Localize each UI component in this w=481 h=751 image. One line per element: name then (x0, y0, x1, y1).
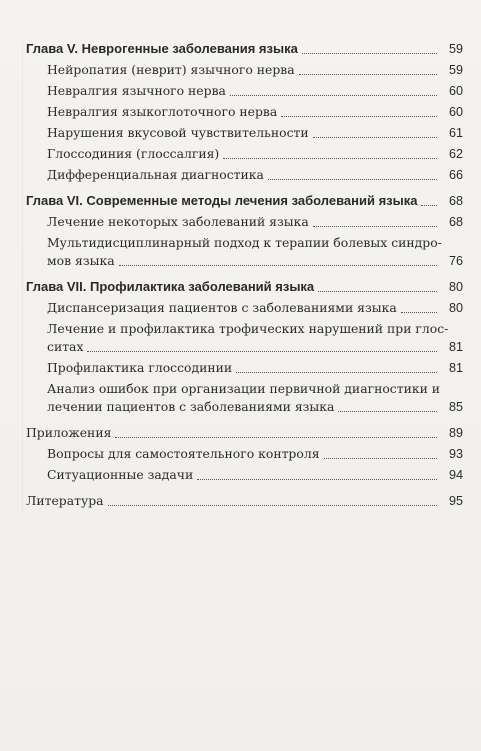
toc-entry-title: Литература (26, 493, 104, 508)
toc-section-entry (26, 234, 463, 270)
dot-leader (421, 205, 437, 206)
toc-chapter-entry (26, 40, 463, 58)
dot-leader (324, 458, 437, 459)
toc-entry-row (47, 445, 463, 463)
toc-page-number: 89 (448, 426, 463, 440)
dot-leader (313, 226, 437, 227)
toc-entry-title: Лечение некоторых заболеваний языка (47, 214, 309, 229)
toc-entry-title: Невралгия языкоглоточного нерва (47, 104, 278, 119)
toc-entry-title: Дифференциальная диагностика (47, 167, 264, 182)
toc-entry-title: Глава V. Неврогенные заболевания языка (26, 41, 298, 56)
toc-entry-title: Профилактика глоссодинии (47, 360, 233, 375)
toc-page-number: 80 (448, 280, 463, 294)
toc-entry-row (47, 466, 463, 484)
dot-leader (302, 53, 437, 54)
toc-entry-row (26, 40, 463, 58)
toc-entry-row (26, 278, 463, 296)
dot-leader (299, 74, 437, 75)
toc-entry-title-line1: Анализ ошибок при организации первичной диагностики и (47, 381, 441, 396)
toc-page-number: 59 (448, 42, 463, 56)
toc-page-number: 81 (448, 340, 463, 354)
dot-leader (197, 479, 437, 480)
toc-page-number: 80 (448, 301, 463, 315)
dot-leader (401, 312, 437, 313)
toc-entry-row (47, 124, 463, 142)
toc-entry-title: Глава VII. Профилактика заболеваний языка (26, 279, 315, 294)
dot-leader (87, 351, 437, 352)
dot-leader (338, 411, 437, 412)
toc-entry-title: Невралгия язычного нерва (47, 83, 226, 98)
toc-page-number: 68 (448, 215, 463, 229)
toc-page-number: 76 (448, 254, 463, 268)
dot-leader (115, 437, 437, 438)
toc-entry-row (47, 166, 463, 184)
toc-section-entry (26, 445, 463, 463)
toc-section-entry (26, 213, 463, 231)
toc-section-entry (26, 166, 463, 184)
dot-leader (230, 95, 437, 96)
toc-section-entry (26, 359, 463, 377)
toc-page-number: 59 (448, 63, 463, 77)
dot-leader (223, 158, 437, 159)
dot-leader (236, 372, 437, 373)
toc-entry-row (26, 424, 463, 442)
toc-entry-title: Нейропатия (неврит) язычного нерва (47, 62, 295, 77)
toc-section-entry (26, 82, 463, 100)
toc-chapter-entry (26, 424, 463, 442)
toc-section-entry (26, 380, 463, 416)
toc-entry-row (47, 299, 463, 317)
dot-leader (313, 137, 437, 138)
toc-entry-title: Глава VI. Современные методы лечения заболеваний языка (26, 193, 418, 208)
dot-leader (318, 291, 437, 292)
toc-page-number: 93 (448, 447, 463, 461)
toc-entry-title: Нарушения вкусовой чувствительности (47, 125, 309, 140)
toc-section-entry (26, 320, 463, 356)
toc-entry-title-line2: лечении пациентов с заболеваниями языка (47, 399, 335, 414)
toc-entry-title-line1: Мультидисциплинарный подход к терапии болевых синдро- (47, 235, 442, 250)
toc-entry-row (26, 192, 463, 210)
toc-entry-row (47, 359, 463, 377)
toc-page-number: 61 (448, 126, 463, 140)
toc-entry-row (47, 252, 463, 270)
dot-leader (108, 505, 437, 506)
table-of-contents (26, 40, 463, 510)
toc-section-entry (26, 466, 463, 484)
toc-entry-title-line2: мов языка (47, 253, 115, 268)
toc-entry-row (26, 492, 463, 510)
toc-page-number: 94 (448, 468, 463, 482)
toc-section-entry (26, 145, 463, 163)
toc-page-number: 66 (448, 168, 463, 182)
dot-leader (281, 116, 437, 117)
toc-entry-row (47, 103, 463, 121)
toc-section-entry (26, 124, 463, 142)
dot-leader (119, 265, 437, 266)
toc-entry-title: Приложения (26, 425, 112, 440)
toc-section-entry (26, 103, 463, 121)
toc-page-number: 62 (448, 147, 463, 161)
toc-chapter-entry (26, 192, 463, 210)
toc-entry-title: Диспансеризация пациентов с заболеваниями языка (47, 300, 397, 315)
toc-page-number: 81 (448, 361, 463, 375)
toc-entry-row (47, 213, 463, 231)
toc-chapter-entry (26, 492, 463, 510)
toc-entry-row (47, 145, 463, 163)
toc-entry-title-line1: Лечение и профилактика трофических нарушений при глос- (47, 321, 449, 336)
toc-entry-row (47, 82, 463, 100)
toc-page-number: 95 (448, 494, 463, 508)
toc-entry-title: Вопросы для самостоятельного контроля (47, 446, 320, 461)
toc-page-number: 60 (448, 105, 463, 119)
dot-leader (268, 179, 437, 180)
toc-entry-row (47, 61, 463, 79)
toc-entry-title: Ситуационные задачи (47, 467, 194, 482)
toc-entry-title: Глоссодиния (глоссалгия) (47, 146, 220, 161)
toc-entry-row (47, 398, 463, 416)
toc-page-number: 60 (448, 84, 463, 98)
toc-page-number: 85 (448, 400, 463, 414)
toc-entry-title-line2: ситах (47, 339, 84, 354)
toc-section-entry (26, 61, 463, 79)
toc-page-number: 68 (448, 194, 463, 208)
toc-section-entry (26, 299, 463, 317)
page-shadow (22, 42, 23, 512)
toc-chapter-entry (26, 278, 463, 296)
toc-entry-row (47, 338, 463, 356)
